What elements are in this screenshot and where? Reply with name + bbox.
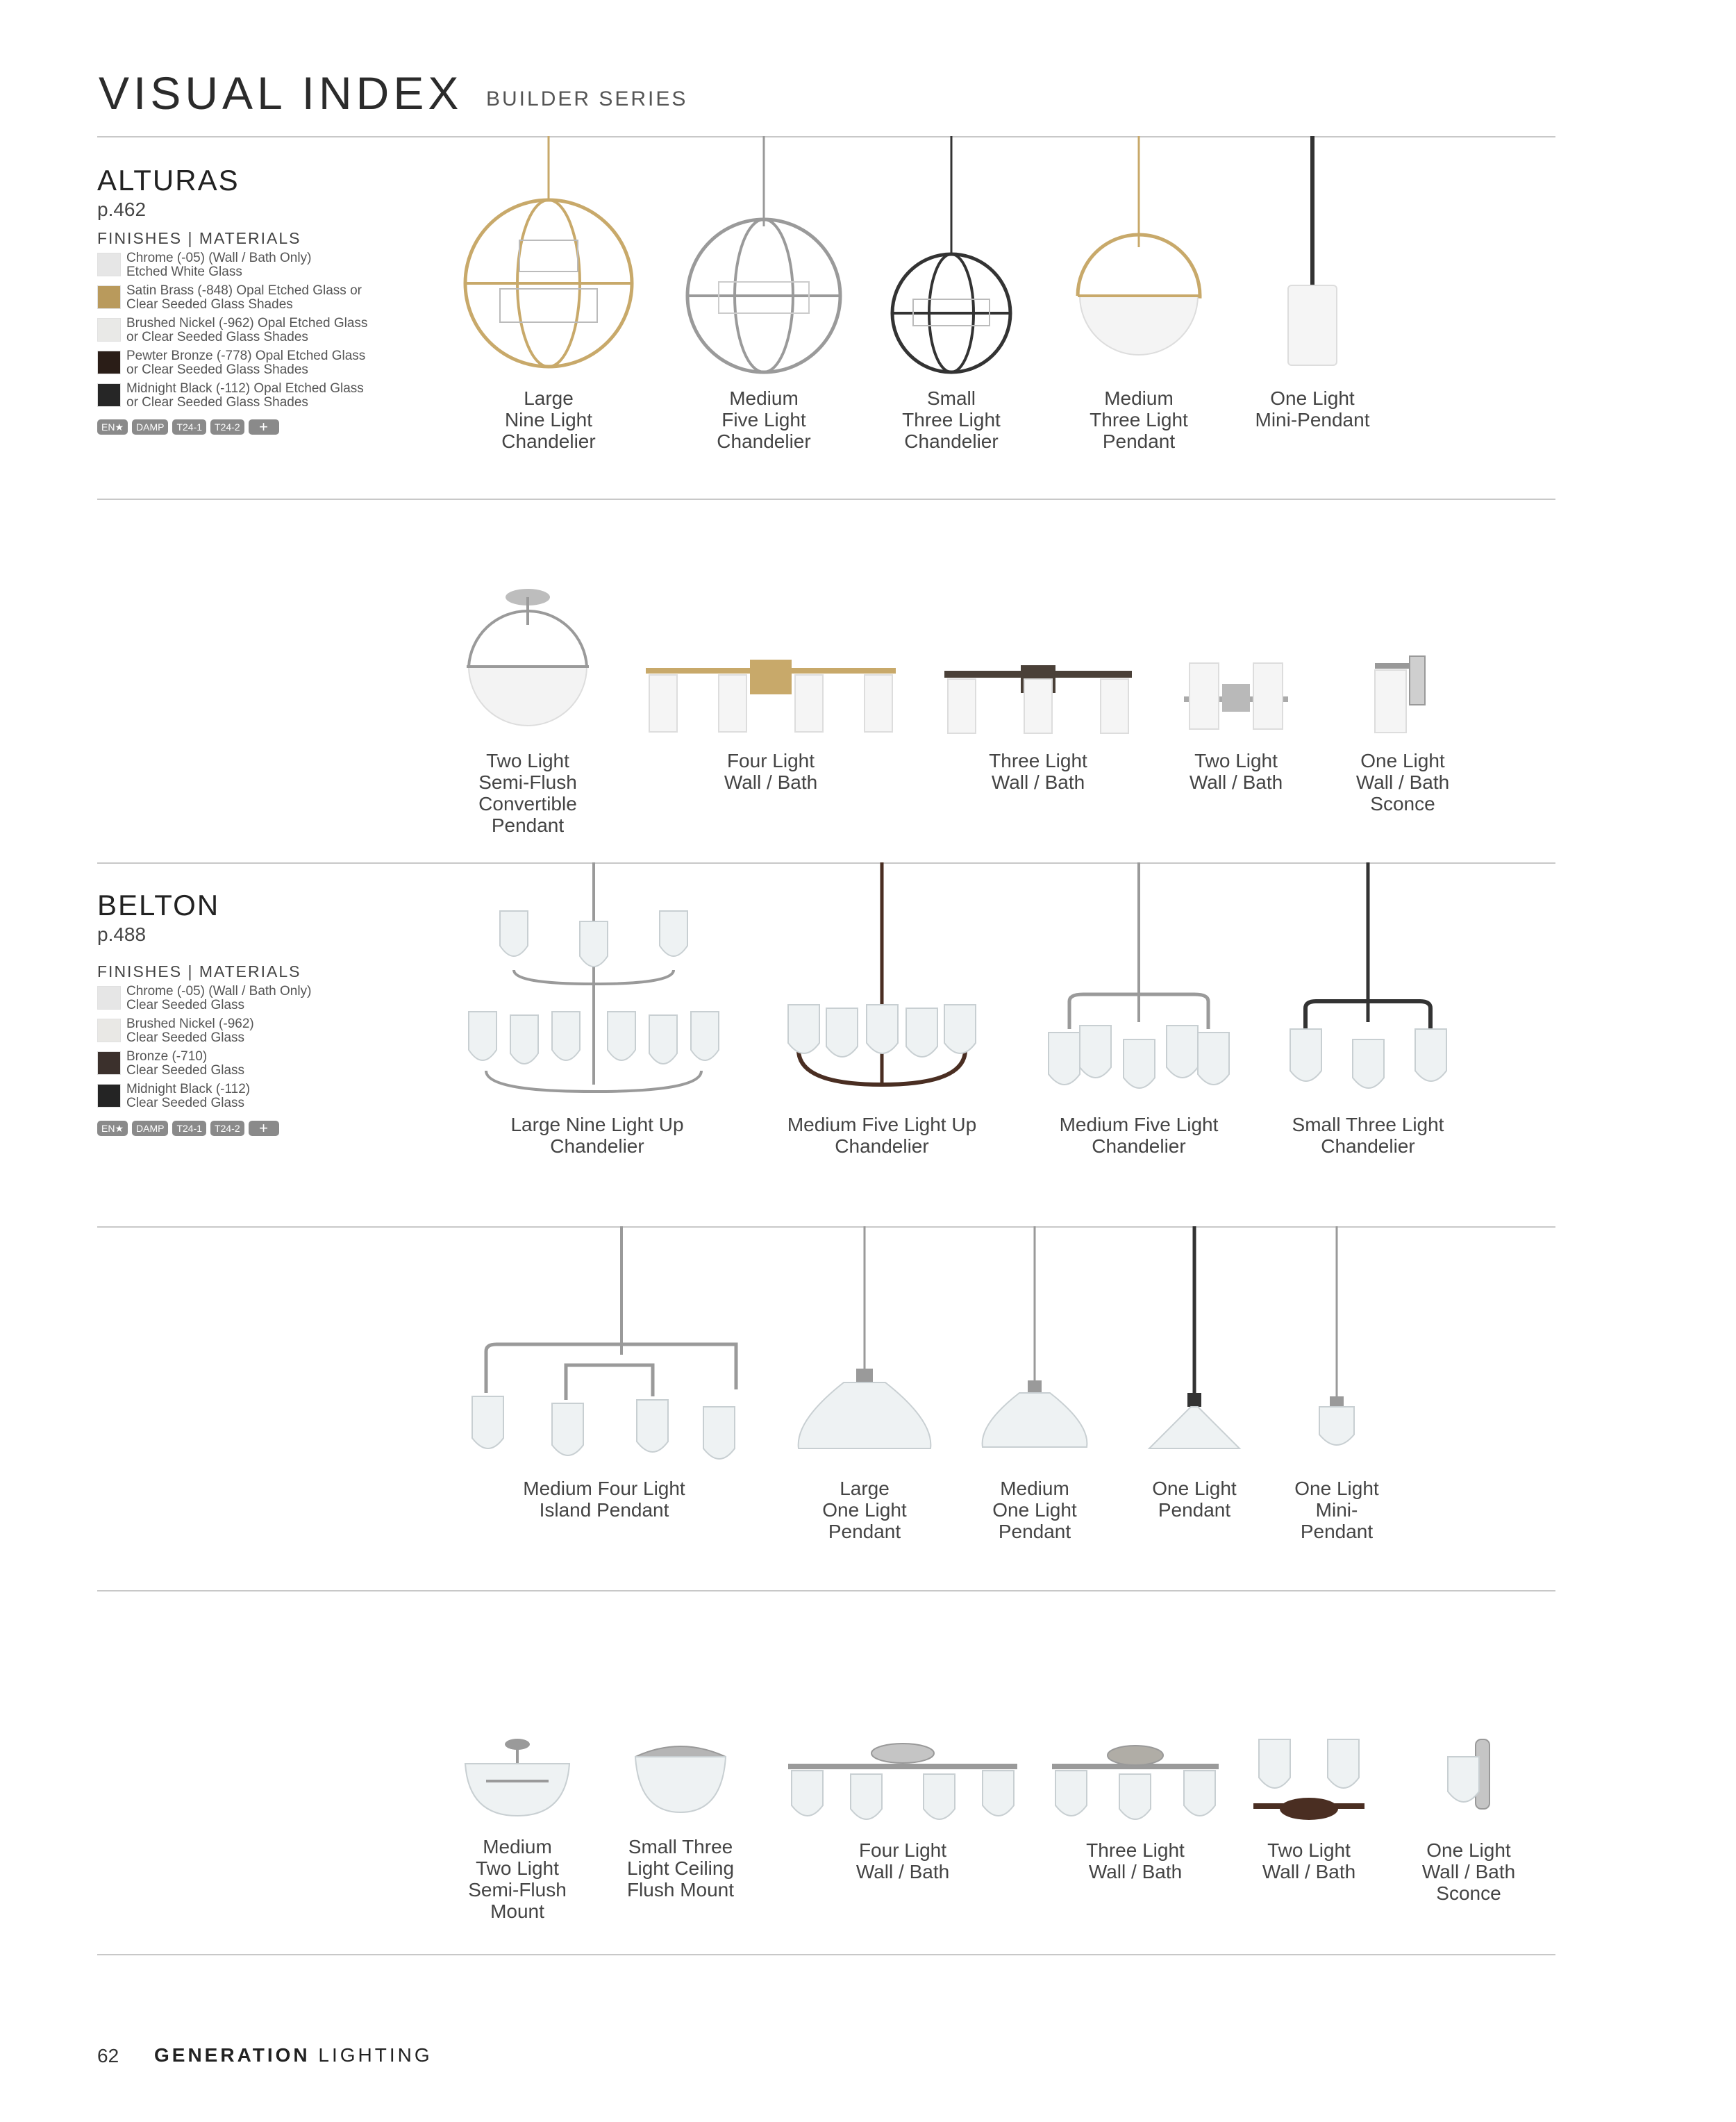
- product-two-light-wall-bath[interactable]: [1184, 663, 1288, 802]
- product-caption: Small Three Light Chandelier: [1292, 1114, 1444, 1157]
- finish-swatch: [97, 285, 121, 309]
- product-caption: Small Three Light Chandelier: [902, 387, 1001, 452]
- product-caption: Two Light Wall / Bath: [1189, 750, 1283, 793]
- product-medium-three-light-pendant[interactable]: [1073, 136, 1205, 452]
- product-caption: Medium Five Light Up Chandelier: [787, 1114, 977, 1157]
- semi-flush-icon: [458, 583, 597, 736]
- damp-rated-badge: DAMP: [132, 1121, 168, 1136]
- up-chandelier-icon: [465, 862, 729, 1092]
- product-caption: Two Light Semi-Flush Convertible Pendant: [478, 750, 577, 836]
- plus-icon: +: [249, 1121, 279, 1136]
- product-one-light-mini-pendant-belton[interactable]: [1294, 1226, 1379, 1542]
- title24-2-badge: T24-2: [210, 1121, 244, 1136]
- product-caption: One Light Pendant: [1152, 1478, 1237, 1521]
- damp-rated-badge: DAMP: [132, 419, 168, 435]
- wall-sconce-icon: [1371, 656, 1434, 740]
- finish-swatch: [97, 986, 121, 1010]
- title24-2-badge: T24-2: [210, 419, 244, 435]
- product-four-light-wall-bath[interactable]: [646, 660, 896, 799]
- sphere-chandelier-icon: [684, 136, 844, 344]
- finish-item: [97, 284, 424, 313]
- product-large-nine-light-up-chandelier[interactable]: [465, 862, 729, 1168]
- product-small-three-light-chandelier[interactable]: [1285, 862, 1451, 1168]
- product-caption: Medium Two Light Semi-Flush Mount: [468, 1836, 567, 1922]
- product-medium-five-light-up-chandelier[interactable]: [778, 862, 986, 1168]
- product-medium-four-light-island-pendant[interactable]: [462, 1226, 746, 1532]
- semi-flush-icon: [462, 1736, 573, 1819]
- plus-icon: +: [249, 419, 279, 435]
- product-medium-five-light-chandelier[interactable]: [1042, 862, 1236, 1168]
- product-small-three-light-ceiling-flush-mount[interactable]: [626, 1743, 735, 1951]
- title24-1-badge: T24-1: [172, 1121, 206, 1136]
- up-chandelier-icon: [778, 862, 986, 1092]
- finish-swatch: [97, 1051, 121, 1075]
- product-caption: Medium Five Light Chandelier: [1059, 1114, 1219, 1157]
- finish-label: Brushed Nickel (-962) Opal Etched Glass or Clear Seeded Glass Shades: [126, 316, 368, 344]
- finishes-heading: FINISHES | MATERIALS: [97, 962, 301, 980]
- vanity-bar-icon: [1253, 1739, 1364, 1823]
- vanity-bar-icon: [1052, 1743, 1219, 1823]
- product-caption: Four Light Wall / Bath: [724, 750, 818, 793]
- page-number: 62: [97, 2045, 119, 2066]
- finish-item: [97, 251, 424, 281]
- series-page-ref: p.488: [97, 924, 147, 945]
- product-caption: Three Light Wall / Bath: [1086, 1839, 1185, 1882]
- series-page-ref: p.462: [97, 199, 147, 220]
- finish-swatch: [97, 253, 121, 276]
- energy-star-badge: EN★: [97, 419, 128, 435]
- product-caption: Medium Four Light Island Pendant: [523, 1478, 685, 1521]
- product-large-nine-light-chandelier[interactable]: [458, 136, 639, 452]
- finish-item: [97, 1050, 424, 1079]
- energy-star-badge: EN★: [97, 1121, 128, 1136]
- product-caption: Large Nine Light Chandelier: [501, 387, 596, 452]
- dome-pendant-icon: [979, 1226, 1090, 1462]
- sphere-chandelier-icon: [458, 136, 639, 344]
- product-caption: Small Three Light Ceiling Flush Mount: [626, 1836, 735, 1900]
- product-caption: Large Nine Light Up Chandelier: [510, 1114, 684, 1157]
- bowl-pendant-icon: [1073, 136, 1205, 344]
- dome-pendant-icon: [795, 1226, 934, 1462]
- finish-swatch: [97, 1019, 121, 1042]
- finish-label: Midnight Black (-112) Opal Etched Glass or Clear Seeded Glass Shades: [126, 381, 364, 410]
- finish-item: [97, 382, 424, 411]
- finish-label: Brushed Nickel (-962) Clear Seeded Glass: [126, 1017, 254, 1045]
- rating-badges: [97, 1121, 283, 1139]
- finish-item: [97, 1083, 424, 1112]
- finish-swatch: [97, 351, 121, 374]
- product-caption: Four Light Wall / Bath: [856, 1839, 950, 1882]
- finish-label: Midnight Black (-112) Clear Seeded Glass: [126, 1082, 251, 1110]
- page-subtitle: BUILDER SERIES: [486, 87, 688, 110]
- brand-bold: GENERATION: [154, 2044, 310, 2066]
- divider: [97, 1954, 1555, 1955]
- product-three-light-wall-bath-belton[interactable]: [1052, 1743, 1219, 1951]
- finishes-heading: FINISHES | MATERIALS: [97, 229, 301, 247]
- product-caption: One Light Mini- Pendant: [1294, 1478, 1379, 1542]
- finish-item: [97, 349, 424, 378]
- product-caption: Large One Light Pendant: [822, 1478, 907, 1542]
- arm-chandelier-icon: [1042, 862, 1236, 1092]
- finish-swatch: [97, 318, 121, 342]
- finish-item: [97, 985, 424, 1014]
- product-small-three-light-chandelier[interactable]: [889, 136, 1014, 452]
- product-medium-five-light-chandelier[interactable]: [684, 136, 844, 452]
- divider: [97, 1590, 1555, 1591]
- finish-item: [97, 1017, 424, 1046]
- product-two-light-wall-bath-belton[interactable]: [1253, 1739, 1364, 1948]
- finish-label: Satin Brass (-848) Opal Etched Glass or Clear Seeded Glass Shades: [126, 283, 362, 312]
- brand-light: LIGHTING: [318, 2044, 433, 2066]
- cone-pendant-icon: [1146, 1226, 1243, 1462]
- rating-badges: [97, 419, 283, 437]
- finish-swatch: [97, 383, 121, 407]
- vanity-bar-icon: [788, 1739, 1017, 1823]
- finish-label: Bronze (-710) Clear Seeded Glass: [126, 1049, 245, 1078]
- product-two-light-semi-flush-convertible-pendant[interactable]: [458, 583, 597, 861]
- finish-label: Chrome (-05) (Wall / Bath Only) Etched White Glass: [126, 251, 312, 279]
- finish-label: Pewter Bronze (-778) Opal Etched Glass or Clear Seeded Glass Shades: [126, 349, 366, 377]
- wall-sconce-icon: [1441, 1739, 1496, 1823]
- product-caption: Medium Five Light Chandelier: [717, 387, 811, 452]
- vanity-bar-icon: [944, 665, 1132, 735]
- sphere-chandelier-icon: [889, 136, 1014, 344]
- product-four-light-wall-bath-belton[interactable]: [788, 1739, 1017, 1948]
- product-medium-two-light-semi-flush-mount[interactable]: [462, 1736, 573, 1944]
- finish-item: [97, 317, 424, 346]
- vanity-bar-icon: [646, 660, 896, 736]
- cylinder-pendant-icon: [1271, 136, 1354, 344]
- brand-logo: [154, 2044, 433, 2066]
- product-three-light-wall-bath[interactable]: [944, 665, 1132, 804]
- title24-1-badge: T24-1: [172, 419, 206, 435]
- product-caption: Medium Three Light Pendant: [1090, 387, 1188, 452]
- product-caption: Two Light Wall / Bath: [1262, 1839, 1356, 1882]
- mini-pendant-icon: [1305, 1226, 1368, 1462]
- product-caption: One Light Wall / Bath Sconce: [1421, 1839, 1516, 1904]
- product-one-light-mini-pendant[interactable]: [1255, 136, 1370, 442]
- product-caption: Three Light Wall / Bath: [989, 750, 1087, 793]
- product-one-light-wall-bath-sconce[interactable]: [1355, 656, 1450, 814]
- arm-chandelier-icon: [1285, 862, 1451, 1092]
- vanity-bar-icon: [1184, 663, 1288, 733]
- series-name: BELTON: [97, 889, 220, 921]
- series-name: ALTURAS: [97, 164, 240, 197]
- product-caption: One Light Mini-Pendant: [1255, 387, 1370, 431]
- product-caption: One Light Wall / Bath Sconce: [1355, 750, 1450, 814]
- finish-label: Chrome (-05) (Wall / Bath Only) Clear Seeded Glass: [126, 984, 312, 1012]
- product-one-light-wall-bath-sconce-belton[interactable]: [1421, 1739, 1516, 1948]
- finish-swatch: [97, 1084, 121, 1108]
- page-title: VISUAL INDEX: [99, 67, 463, 119]
- island-pendant-icon: [462, 1226, 746, 1462]
- flush-mount-icon: [632, 1743, 729, 1819]
- divider: [97, 499, 1555, 500]
- product-caption: Medium One Light Pendant: [992, 1478, 1077, 1542]
